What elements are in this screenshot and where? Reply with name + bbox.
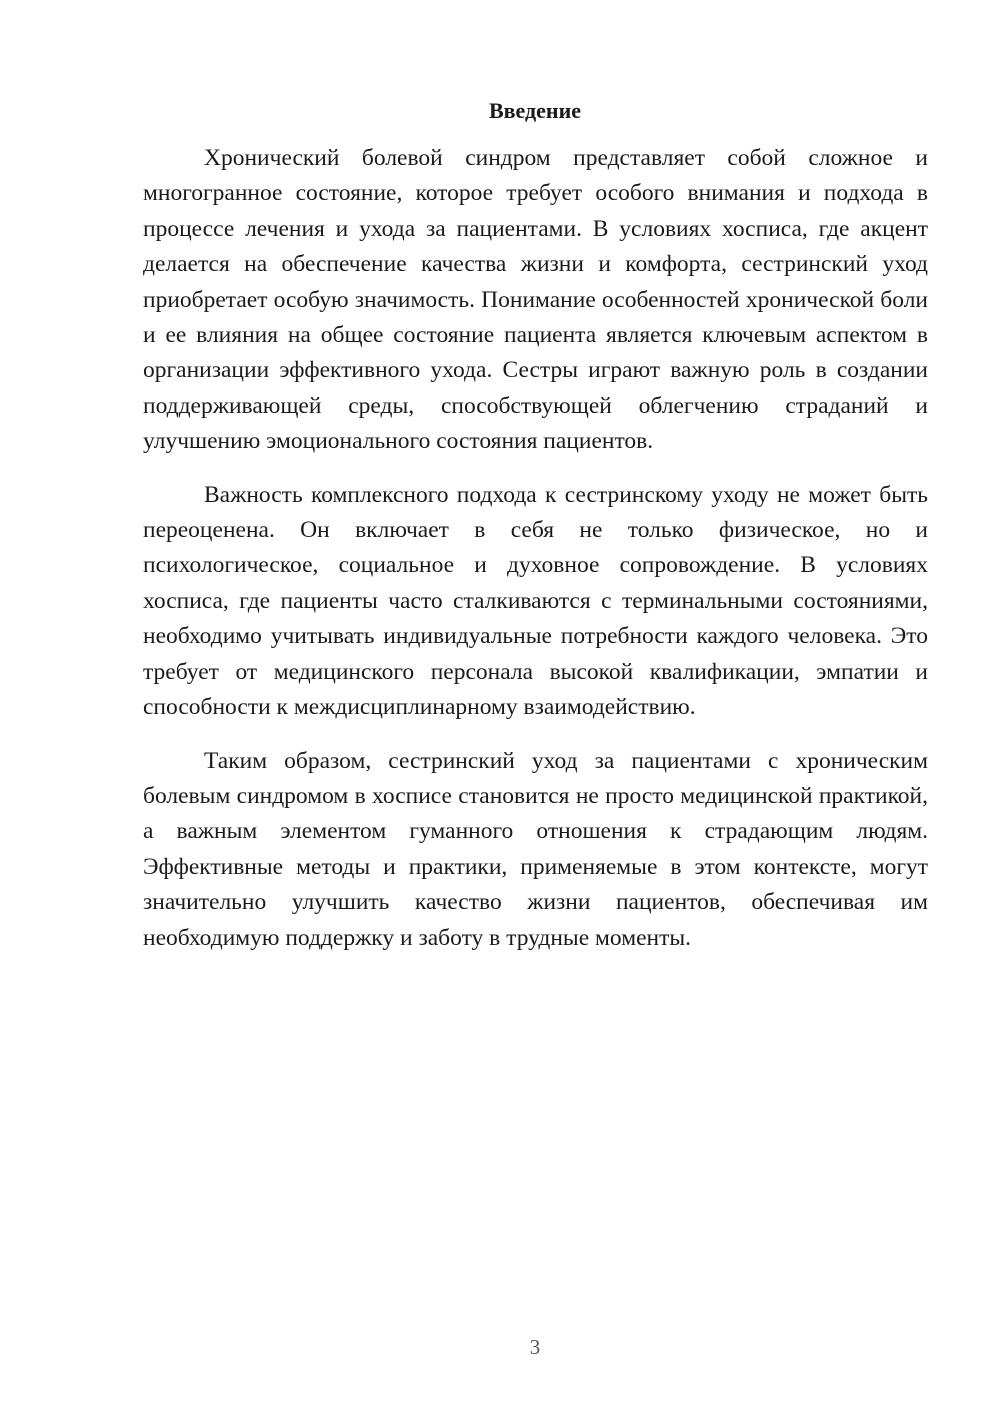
- page-number: 3: [529, 1335, 541, 1359]
- paragraph: Таким образом, сестринский уход за пациентами с хроническим болевым синдромом в хосписе становится не просто медицинской практикой, а важным элементом гуманного отношения к страдающим людям. Эффективные методы и практики, применяемые в этом контексте, могут значительно улучшить качество жизни пациентов, обеспечивая им необходимую поддержку и заботу в трудные моменты.: [143, 747, 928, 951]
- page-title: Введение: [488, 98, 582, 123]
- paragraph: Хронический болевой синдром представляет собой сложное и многогранное состояние, которое требует особого внимания и подхода в процессе лечения и ухода за пациентами. В условиях хосписа, где акцент делается на обеспечение качества жизни и комфорта, сестринский уход приобретает особую значимость. Понимание особенностей хронической боли и ее влияния на общее состояние пациента является ключевым аспектом в организации эффективного ухода. Сестры играют важную роль в создании поддерживающей среды, способствующей облегчению страданий и улучшению эмоционального состояния пациентов.: [143, 145, 928, 455]
- paragraph: Важность комплексного подхода к сестринскому уходу не может быть переоценена. Он включает в себя не только физическое, но и психологическое, социальное и духовное сопровождение. В условиях хосписа, где пациенты часто сталкиваются с терминальными состояниями, необходимо учитывать индивидуальные потребности каждого человека. Это требует от медицинского персонала высокой квалификации, эмпатии и способности к междисциплинарному взаимодействию.: [143, 481, 928, 721]
- document-body: [143, 141, 928, 974]
